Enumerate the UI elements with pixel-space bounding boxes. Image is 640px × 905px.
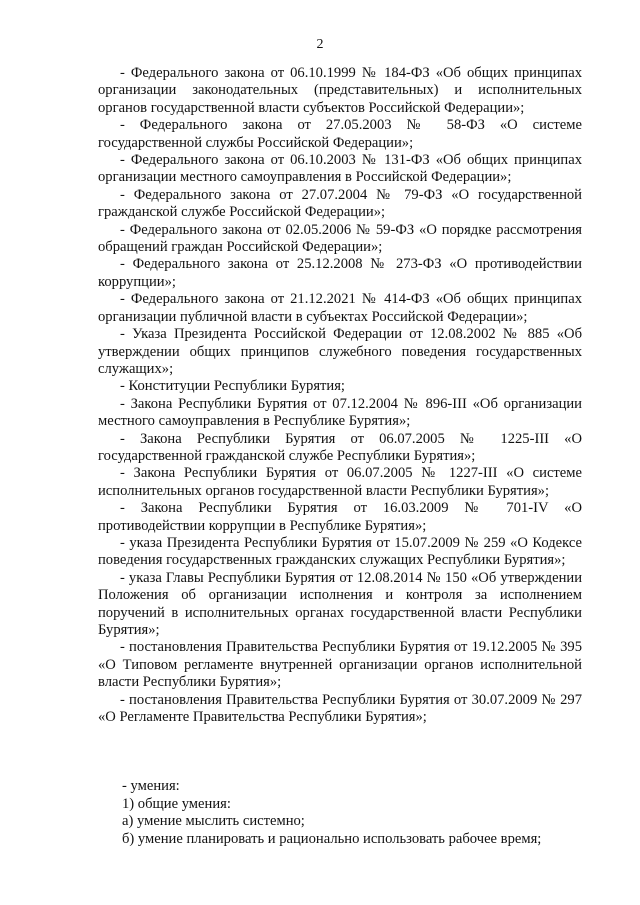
skill-item: б) умение планировать и рационально использовать рабочее время; bbox=[122, 830, 542, 847]
legal-act-item: - постановления Правительства Республики Бурятия от 30.07.2009 № 297 «О Регламенте Правительства Республики Бурятия»; bbox=[98, 691, 582, 726]
document-body bbox=[98, 65, 582, 848]
legal-act-item: - Федерального закона от 02.05.2006 № 59-ФЗ «О порядке рассмотрения обращений граждан Российской Федерации»; bbox=[98, 221, 582, 256]
legal-act-item: - указа Президента Республики Бурятия от 15.07.2009 № 259 «О Кодексе поведения государственных гражданских служащих Республики Бурятия»; bbox=[98, 534, 582, 569]
general-skills-heading: 1) общие умения: bbox=[122, 795, 231, 812]
legal-act-item: - Закона Республики Бурятия от 06.07.2005 № 1225-III «О государственной гражданской службе Республики Бурятия»; bbox=[98, 430, 582, 464]
legal-act-item: - указа Главы Республики Бурятия от 12.08.2014 № 150 «Об утверждении Положения об организации исполнения и контроля за исполнением поручений в исполнительных органах государственной власти Республики Бурятия»; bbox=[98, 569, 582, 638]
legal-act-item: - Федерального закона от 06.10.2003 № 131-ФЗ «Об общих принципах организации местного самоуправления в Российской Федерации»; bbox=[98, 152, 582, 186]
legal-act-item: - Указа Президента Российской Федерации от 12.08.2002 № 885 «Об утверждении общих принципов служебного поведения государственных служащих»; bbox=[98, 326, 582, 377]
section-spacer bbox=[98, 726, 582, 778]
page-number: 2 bbox=[316, 37, 324, 52]
legal-act-item: - Федерального закона от 06.10.1999 № 184-ФЗ «Об общих принципах организации законодательных (представительных) и исполнительных органов государственной власти субъектов Российской Федерации»; bbox=[98, 65, 582, 116]
legal-act-item: - Закона Республики Бурятия от 07.12.2004 № 896-III «Об организации местного самоуправления в Республике Бурятия»; bbox=[98, 395, 582, 430]
skills-heading: - умения: bbox=[122, 778, 180, 795]
legal-act-item: - Федерального закона от 27.07.2004 № 79-ФЗ «О государственной гражданской службе Российской Федерации»; bbox=[98, 186, 582, 221]
legal-act-item: - Федерального закона от 25.12.2008 № 273-ФЗ «О противодействии коррупции»; bbox=[98, 256, 582, 290]
legal-act-item: - Закона Республики Бурятия от 06.07.2005 № 1227-III «О системе исполнительных органов государственной власти Республики Бурятия»; bbox=[98, 465, 582, 499]
legal-act-item: - Закона Республики Бурятия от 16.03.2009 № 701-IV «О противодействии коррупции в Республике Бурятия»; bbox=[98, 500, 582, 534]
legal-act-item: - постановления Правительства Республики Бурятия от 19.12.2005 № 395 «О Типовом регламенте внутренней организации органов исполнительной власти Республики Бурятия»; bbox=[98, 639, 582, 691]
legal-act-item: - Конституции Республики Бурятия; bbox=[120, 378, 345, 395]
legal-act-item: - Федерального закона от 27.05.2003 № 58-ФЗ «О системе государственной службы Российской Федерации»; bbox=[98, 117, 582, 151]
legal-act-item: - Федерального закона от 21.12.2021 № 414-ФЗ «Об общих принципах организации публичной власти в субъектах Российской Федерации»; bbox=[98, 291, 582, 325]
skill-item: а) умение мыслить системно; bbox=[122, 813, 305, 830]
